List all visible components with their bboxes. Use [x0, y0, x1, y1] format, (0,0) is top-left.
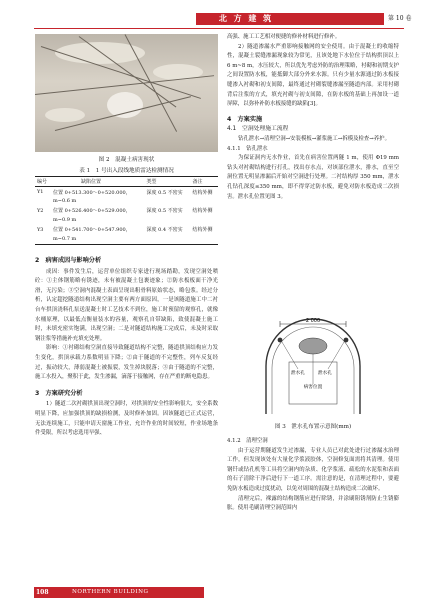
defect-table	[35, 176, 218, 245]
row-position: 位置 0+541.700～0+547.900，	[53, 227, 131, 234]
figure2-caption: 图 2 混凝土病害现状	[98, 157, 155, 163]
row-type: 深度 0.5 不密实	[146, 189, 183, 196]
section-2-causes: 成因：事件发生后，运营单位组织专家进行现场踏勘，发现空洞处喷砼：①主体钢筋略有锈迹，未有被混凝土包裹迹象；②防水板板面干净光滑，无污染；③空洞内混凝土表面呈现出粗骨料原始状态，略包浆。经过分析，认定超挖隧道结构出现空洞主要有两方面原因，一是该隧道施工中二衬台车拱顶浇料孔泵送混凝土时工艺技术不到位，施工时预留的观察孔，就像水桶原理，以最低点衡量装水的容量，观察孔自带缺陷，致使混凝土施工时，未填充密实饱满，出现空洞；二是对隧道结构施工完成后，未及时采取钢注浆等措施补充填充处理。	[35, 268, 218, 342]
section-4-heading: 4 方案实施	[227, 115, 263, 123]
row-depth-cont: m~0.7 m	[53, 236, 77, 243]
row-position: 位置 0+526.400～0+529.000，	[53, 208, 131, 215]
process-flow: 钻孔泄水→清理空洞→安装模板→灌浆施工→拆模及检查→养护。	[238, 135, 390, 142]
col-id: 编号	[37, 179, 48, 186]
col-position: 缺陷位置	[81, 179, 102, 186]
table1-caption: 表 1 1 号出入段线地质雷达检测情况	[79, 168, 174, 174]
section-4-1-2-heading: 4.1.2 清理空洞	[227, 438, 268, 444]
drain-hole-right	[344, 338, 349, 343]
table-row	[35, 187, 218, 197]
table-row-cont	[35, 216, 218, 225]
table-row-cont	[35, 197, 218, 206]
drain-hole-left	[278, 338, 283, 343]
footer-journal-name: NORTHERN BUILDING	[72, 589, 149, 595]
right-column-top	[227, 33, 399, 202]
continued-text: 高强、施工工艺相对便捷的修补材料进行修补。	[227, 34, 341, 40]
section-2-heading: 2 病害成因与影响分析	[35, 257, 102, 264]
row-type: 深度 0.5 不密实	[146, 208, 183, 215]
drain-hole-diagram	[258, 314, 370, 418]
defect-area	[299, 338, 327, 354]
section-2-effects: 影响：①衬砌结构空洞直接导致隧道结构不完整，隧道拱顶结构应力发生变化，拱顶承载力系数明显下降；②由于隧道的不完整性，列车反复经过，振动较大，薄弱混凝土被振裂，发生掉块脱落；③由于隧道的不完整，施工水投入，聚积于此，发生渗漏，滴落于接触网，存在严重的断电隐患。	[35, 345, 218, 381]
left-column-text	[35, 256, 218, 439]
section-4-1-2-text-b: 清理完后，裸露的结构钢筋应进行除锈，并涂刷阻锈剂防止生锈膨胀。使用毛刷清理空洞范围内	[227, 495, 399, 512]
label-defect-position: 病害位置	[303, 385, 323, 390]
section-4-1-heading: 4.1 空洞处理施工流程	[227, 126, 289, 133]
page-number: 108	[36, 589, 49, 596]
journal-title: 北 方 建 筑	[218, 14, 274, 23]
figure3-caption: 图 3 泄水孔布置示意图(mm)	[274, 424, 352, 430]
section-4-1-1-heading: 4.1.1 钻孔泄水	[227, 145, 268, 152]
concrete-defect-photo	[35, 34, 218, 152]
row-id: Y1	[37, 189, 44, 196]
right-column-bottom	[227, 437, 399, 514]
row-note: 结构外侧	[192, 189, 213, 196]
row-note: 结构外侧	[192, 208, 213, 215]
row-id: Y3	[37, 226, 44, 233]
table-row-cont	[35, 234, 218, 244]
header-rule	[34, 28, 404, 29]
table-row	[35, 206, 218, 215]
col-note: 备注	[192, 179, 203, 186]
table-row	[35, 225, 218, 234]
label-drain-hole-left: 泄水孔	[291, 371, 305, 376]
col-type: 类型	[146, 179, 157, 186]
section-4-1-1-text: 为保证洞内无水作业，首先在病害位置两隧 1 m，使用 Φ19 mm 钻头对衬砌结构进行打孔，找出存水点，对该部位泄水，排水，直至空洞位置无明显渗漏后开始对空洞进行处理。二衬结构厚 350 mm，泄水孔钻孔深度≤350 mm，即不得穿过防水板，避免对防水板造成二次损害。泄水孔位置见图 3。	[227, 155, 399, 200]
label-drain-hole-right: 泄水孔	[318, 371, 332, 376]
row-position: 位置 0+513.300～0+520.000，	[53, 189, 131, 196]
section-3-para2: 2）隧道渗漏水严重影响接触网的安全使用。由于混凝土的收缩特性，混凝土裂缝渗漏现象较为常见，且该处地下水位位于结构拱顶以上 6 m~8 m，水压较大，所以优先考虑外防的治理策略，衬砌和初期支护之间设置防水板，能抵御大部分外来水源。只有少量水源通过防水板接缝渗入衬砌和初支间隙，最终通过衬砌裂缝渗漏至隧道内部。采用衬砌背后注浆的方式，填充衬砌与初支间隙，在防水板的基础上再加设一道屏障，以弥补补防水板接缝的缺陷[3]。	[227, 43, 399, 108]
table-header-row	[35, 177, 218, 187]
row-type: 深度 0.4 不密实	[146, 227, 183, 234]
row-id: Y2	[37, 207, 44, 214]
section-3-heading: 3 方案研究分析	[35, 389, 83, 397]
row-note: 结构外侧	[192, 227, 213, 234]
section-4-1-2-text-a: 由于运营期隧道发生过渗漏，专业人员已对此处进行过渗漏水治理工作，但发现该处有大量化学浆液胶体，空洞修复面需将其清理。使用钢钎或钻孔机等工具将空洞内的杂质、化学浆液、疏松的水泥浆和表面的石子清除干净后进行下一道工序。需注意的是，在清理过程中，要避免防水板造成过度扰动，以免对周围的混凝土结构造成二次破坏。	[227, 447, 399, 492]
row-depth-cont: m~0.9 m	[53, 217, 77, 224]
dimension-label: 2 000	[305, 318, 321, 324]
row-depth-cont: m~0.6 m	[53, 198, 77, 205]
section-3-para1: 1）隧道二次衬砌拱顶出现空洞时，对拱顶的安全性影响很大，安全系数明显下降，应加强拱顶的缺损检测，及时修补加固。因该隧道已正式运营，无法连续施工，只能申请天窗施工作业，允许作业的时间较短，作业场地条件受限，所以考虑选用早强、	[35, 401, 218, 437]
issue-number: 第 10 卷	[388, 15, 412, 22]
